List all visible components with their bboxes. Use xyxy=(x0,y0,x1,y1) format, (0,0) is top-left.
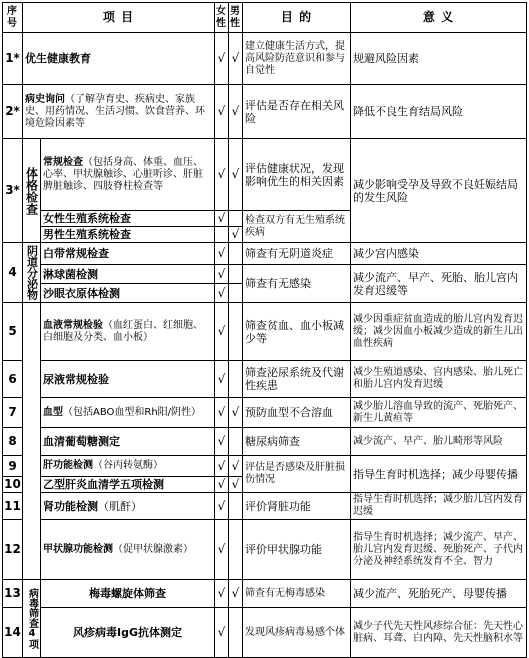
meaning-cell: 指导生育时机选择；减少流产、早产、胎儿宫内发育迟缓、死胎死产、子代内分泌及神经系统发育不全、智力 xyxy=(351,520,527,580)
table-row xyxy=(3,139,527,211)
item-name: 病史询问 xyxy=(25,93,65,105)
table-row xyxy=(3,85,527,139)
male-check xyxy=(229,493,243,520)
meaning-cell: 减少影响受孕及导致不良妊娠结局的发生风险 xyxy=(351,139,527,243)
row-number: 3* xyxy=(3,139,23,243)
purpose-cell: 筛查泌尿系统及代谢性疾患 xyxy=(243,361,351,398)
item-detail: （谷丙转氨酶） xyxy=(93,460,163,471)
row-number: 14 xyxy=(3,608,23,658)
table-row xyxy=(3,265,527,284)
table-row xyxy=(3,428,527,456)
female-check: √ xyxy=(215,303,229,361)
purpose-cell: 预防血型不合溶血 xyxy=(243,398,351,428)
female-check: √ xyxy=(215,428,229,456)
row-number: 10 xyxy=(4,477,21,491)
male-check xyxy=(229,284,243,303)
meaning-cell: 降低不良生育结局风险 xyxy=(351,85,527,139)
female-check: √ xyxy=(215,580,229,608)
female-check: √ xyxy=(215,139,229,211)
purpose-cell: 筛查有无感染 xyxy=(243,265,351,303)
table-row xyxy=(3,456,527,477)
female-check: √ xyxy=(215,520,229,580)
male-check: √ xyxy=(229,477,243,493)
item-name: 血清葡萄糖测定 xyxy=(41,428,215,456)
category-label xyxy=(23,580,41,658)
male-check xyxy=(229,608,243,658)
male-check: √ xyxy=(229,139,243,211)
purpose-cell: 筛查有无阴道炎症 xyxy=(243,243,351,265)
purpose-cell: 评价肾脏功能 xyxy=(243,493,351,520)
male-check: √ xyxy=(229,85,243,139)
item-cell xyxy=(41,398,215,428)
male-check xyxy=(229,243,243,265)
header-seq: 序号 xyxy=(3,3,23,33)
table-row xyxy=(3,580,527,608)
meaning-cell: 减少胎儿溶血导致的流产、死胎死产、新生儿黄疸等 xyxy=(351,398,527,428)
item-cell xyxy=(41,139,215,211)
female-check: √ xyxy=(215,284,229,303)
item-name: 风疹病毒IgG抗体测定 xyxy=(41,608,215,658)
purpose-cell: 评估健康状况，发现影响优生的相关因素 xyxy=(243,139,351,211)
row-number: 1* xyxy=(3,33,23,85)
purpose-cell: 检查双方有无生殖系统疾病 xyxy=(243,211,351,243)
item-name: 女性生殖系统检查 xyxy=(41,211,215,227)
category-label xyxy=(23,243,41,303)
item-name: 常规检查 xyxy=(43,156,83,168)
header-item: 项 目 xyxy=(23,3,215,33)
item-name: 男性生殖系统检查 xyxy=(41,227,215,243)
purpose-cell: 评价甲状腺功能 xyxy=(243,520,351,580)
female-check: √ xyxy=(215,608,229,658)
item-cell xyxy=(41,303,215,361)
item-name: 肾功能检测 xyxy=(43,499,98,513)
row-number: 12 xyxy=(3,520,23,580)
male-check: √ xyxy=(229,227,243,243)
item-name: 甲状腺功能检测 xyxy=(43,543,113,555)
male-check xyxy=(229,428,243,456)
meaning-cell: 减少因重症贫血造成的胎儿宫内发育迟缓；减少因血小板减少造成的新生儿出血性疾病 xyxy=(351,303,527,361)
female-check: √ xyxy=(215,33,229,85)
female-check: √ xyxy=(215,85,229,139)
male-check xyxy=(229,211,243,227)
table-row xyxy=(3,493,527,520)
female-check: √ xyxy=(215,243,229,265)
item-detail: （了解孕育史、疾病史、家族史、用药情况、生活习惯、饮食营养、环境危险因素等 xyxy=(25,93,205,129)
table-row xyxy=(3,303,527,361)
male-check: √ xyxy=(229,580,243,608)
header-meaning: 意 义 xyxy=(351,3,527,33)
meaning-cell: 减少流产、早产、死胎、胎儿宫内发育迟缓等 xyxy=(351,265,527,303)
purpose-cell: 评估是否感染及肝脏损伤情况 xyxy=(243,456,351,493)
pre-pregnancy-exam-table xyxy=(2,2,527,658)
meaning-cell: 减少宫内感染 xyxy=(351,243,527,265)
male-check: √ xyxy=(229,398,243,428)
meaning-cell: 减少流产、死胎死产、母婴传播 xyxy=(351,580,527,608)
meaning-cell: 规避风险因素 xyxy=(351,33,527,85)
female-check: √ xyxy=(215,398,229,428)
item-detail: （血红蛋白、红细胞、白细胞及分类、血小板） xyxy=(43,319,203,343)
female-check: √ xyxy=(215,211,229,227)
item-name: 沙眼衣原体检测 xyxy=(41,284,215,303)
item-name: 白带常规检查 xyxy=(41,243,215,265)
header-male: 男性 xyxy=(229,3,243,33)
table-row xyxy=(3,398,527,428)
purpose-cell: 发现风疹病毒易感个体 xyxy=(243,608,351,658)
row-number: 13 xyxy=(3,580,23,608)
item-cell xyxy=(41,456,215,477)
item-name: 淋球菌检测 xyxy=(41,265,215,284)
meaning-cell: 指导生育时机选择；减少胎儿宫内发育迟缓 xyxy=(351,493,527,520)
table-row xyxy=(3,520,527,580)
meaning-cell: 指导生育时机选择；减少母婴传播 xyxy=(351,456,527,493)
item-name: 尿液常规检验 xyxy=(41,361,215,398)
female-check xyxy=(215,227,229,243)
table-row xyxy=(3,608,527,658)
exam-table-wrapper xyxy=(2,2,527,658)
table-row xyxy=(3,33,527,85)
male-check xyxy=(229,303,243,361)
item-name: 血型 xyxy=(43,406,63,418)
female-check: √ xyxy=(215,265,229,284)
category-text: 阴道分泌物 xyxy=(25,245,39,300)
item-name: 血液常规检验 xyxy=(43,319,103,331)
row-number: 11 xyxy=(3,493,23,520)
row-number: 6 xyxy=(3,361,23,398)
table-row xyxy=(3,361,527,398)
purpose-cell: 筛查贫血、血小板减少等 xyxy=(243,303,351,361)
purpose-cell: 糖尿病筛查 xyxy=(243,428,351,456)
item-cell xyxy=(23,85,215,139)
male-check xyxy=(229,361,243,398)
item-name: 梅毒螺旋体筛查 xyxy=(41,580,215,608)
category-label xyxy=(23,303,41,580)
female-check: √ xyxy=(215,493,229,520)
female-check: √ xyxy=(215,477,229,493)
row-number: 5 xyxy=(3,303,23,361)
item-name: 肝功能检测 xyxy=(43,460,93,471)
purpose-cell: 评估是否存在相关风险 xyxy=(243,85,351,139)
item-name: 乙型肝炎血清学五项检测 xyxy=(41,477,215,493)
category-text: 病毒筛查4项 xyxy=(26,588,38,649)
male-check: √ xyxy=(229,456,243,477)
item-detail: （包括身高、体重、血压、心率、甲状腺触诊、心脏听诊、肝脏脾脏触诊、四肢脊柱检查等 xyxy=(43,156,203,192)
male-check xyxy=(229,520,243,580)
table-row xyxy=(3,243,527,265)
female-check: √ xyxy=(215,361,229,398)
item-cell xyxy=(41,520,215,580)
female-check: √ xyxy=(215,456,229,477)
header-purpose: 目 的 xyxy=(243,3,351,33)
purpose-cell: 建立健康生活方式，提高风险防范意识和参与自觉性 xyxy=(243,33,351,85)
purpose-cell: 筛查有无梅毒感染 xyxy=(243,580,351,608)
row-number: 9 xyxy=(3,456,23,477)
meaning-cell: 减少流产、早产、胎儿畸形等风险 xyxy=(351,428,527,456)
item-name: 优生健康教育 xyxy=(23,33,215,85)
item-detail: （包括ABO血型和Rh阳/阴性） xyxy=(63,406,202,418)
row-number: 8 xyxy=(3,428,23,456)
meaning-cell: 减少生殖道感染、宫内感染、胎儿死亡和胎儿宫内发育迟缓 xyxy=(351,361,527,398)
category-text: 体格检查 xyxy=(24,166,39,215)
item-cell xyxy=(41,493,215,520)
item-detail: （肌酐） xyxy=(98,499,142,513)
male-check xyxy=(229,265,243,284)
row-number: 7 xyxy=(3,398,23,428)
meaning-cell: 减少子代先天性风疹综合征：先天性心脏病、耳聋、白内障、先天性脑积水等 xyxy=(351,608,527,658)
male-check: √ xyxy=(229,33,243,85)
item-detail: （促甲状腺激素） xyxy=(113,543,193,555)
row-number: 4 xyxy=(3,243,23,303)
category-label xyxy=(23,139,41,243)
header-row xyxy=(3,3,527,33)
row-number: 2* xyxy=(3,85,23,139)
header-female: 女性 xyxy=(215,3,229,33)
